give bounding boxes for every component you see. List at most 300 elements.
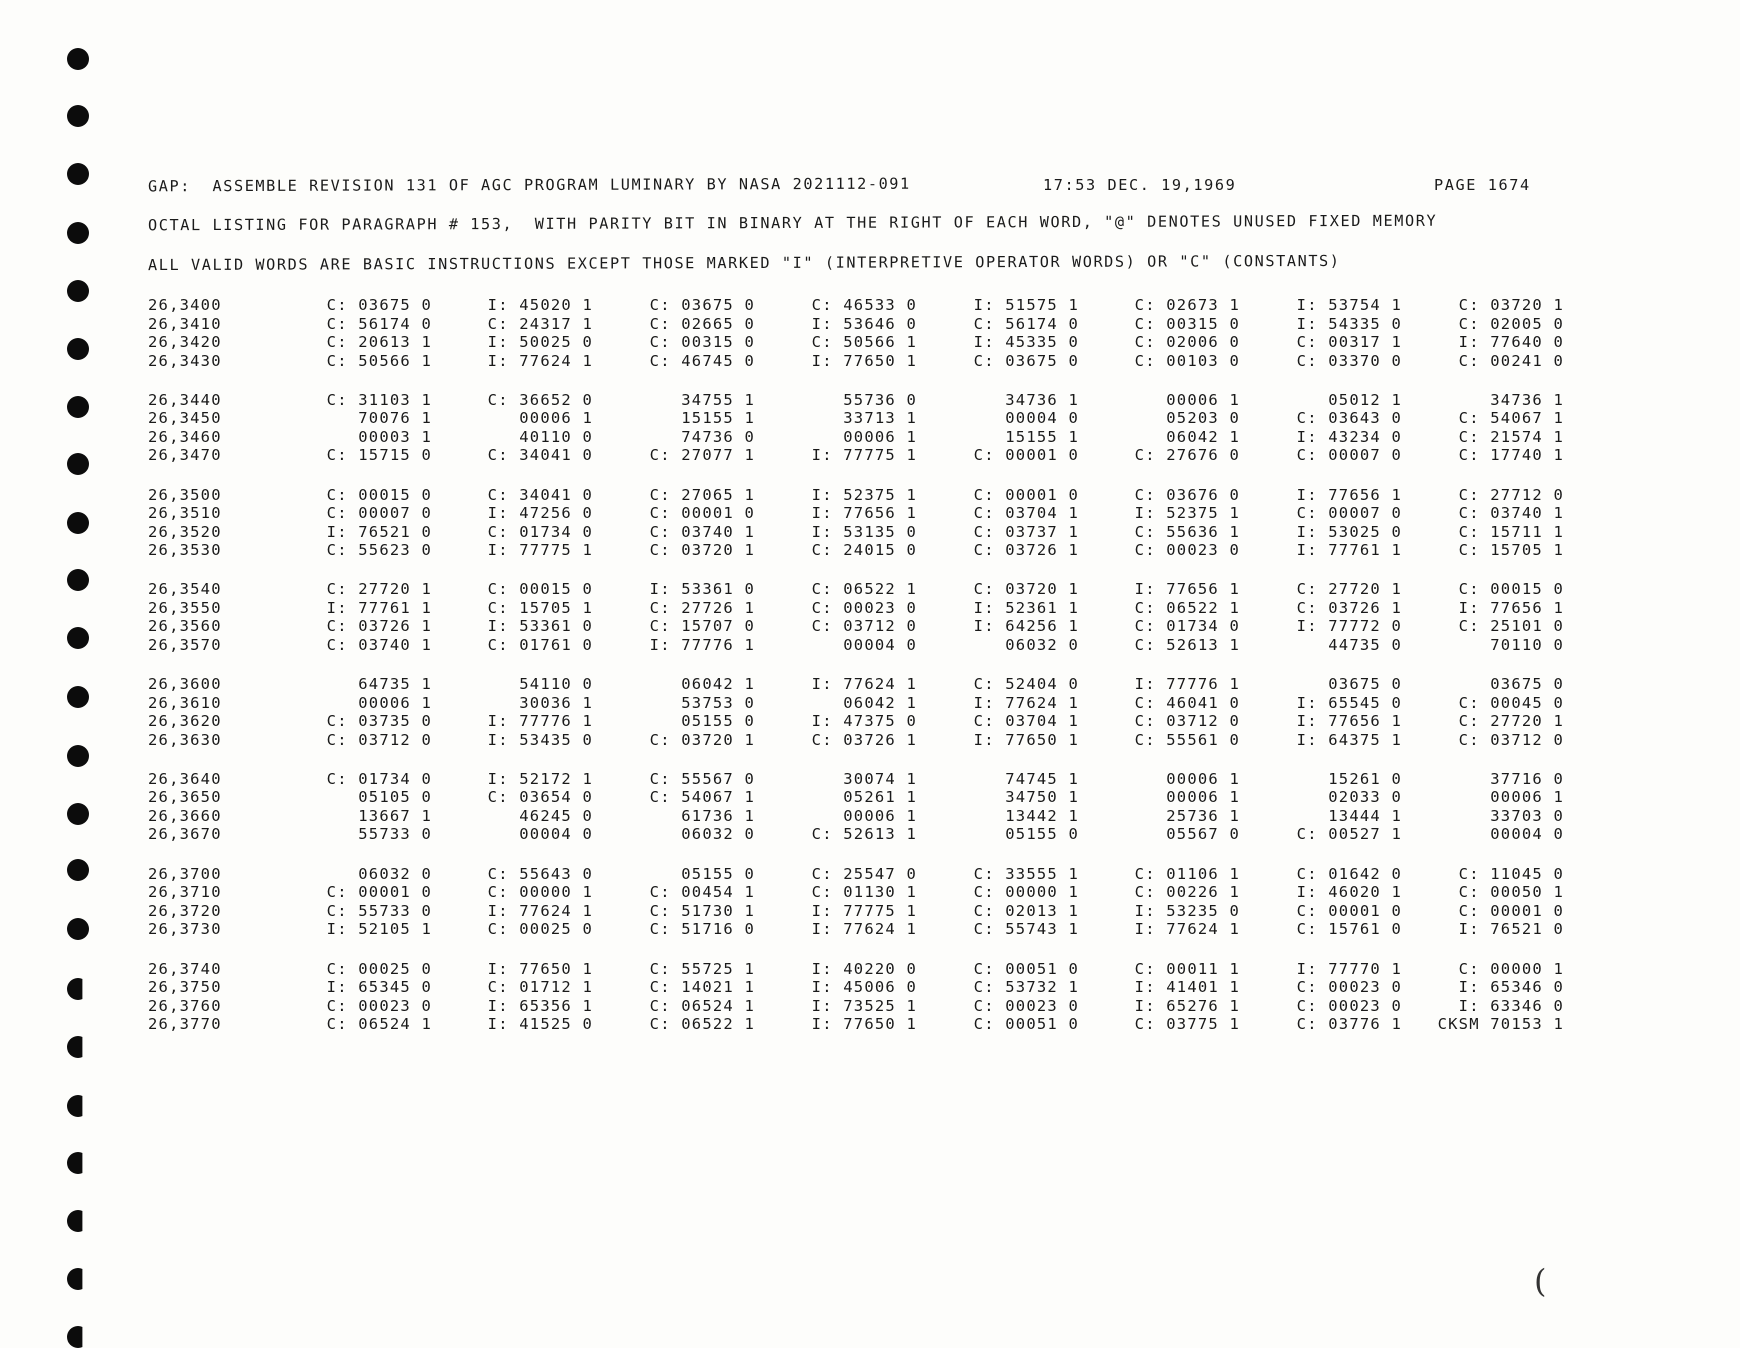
listing-block [146,865,1566,960]
octal-word: I: 77624 1 [1134,920,1240,939]
octal-word: I: 77656 1 [1296,712,1402,731]
punch-hole [67,859,89,881]
octal-word: 40110 0 [519,427,593,446]
octal-word: C: 15711 1 [1458,522,1564,541]
memory-address: 26,3650 [148,788,222,807]
octal-word: 06032 0 [358,864,432,883]
octal-word: I: 54335 0 [1296,314,1402,333]
octal-word: 06032 0 [681,825,755,844]
octal-word: C: 46533 0 [811,296,917,314]
octal-word: C: 00025 0 [326,959,432,978]
octal-word: C: 06524 1 [326,1015,432,1034]
memory-address: 26,3460 [148,427,222,446]
octal-word: 06042 1 [681,675,755,694]
octal-word: 05012 1 [1328,390,1402,409]
octal-word: I: 51575 1 [973,296,1079,314]
octal-word: C: 06522 1 [811,580,917,599]
octal-word: C: 55725 1 [649,959,755,978]
octal-word: C: 00454 1 [649,883,755,902]
octal-word: C: 03740 1 [326,635,432,654]
octal-word: 00006 1 [519,409,593,428]
octal-word: I: 77770 1 [1296,959,1402,978]
octal-word: C: 02005 0 [1458,314,1564,333]
octal-word: I: 77656 1 [1296,485,1402,504]
octal-word: 00006 1 [1166,769,1240,788]
listing-row [146,1015,1566,1034]
octal-word: 00003 1 [358,427,432,446]
octal-word: C: 00051 0 [973,1015,1079,1034]
octal-word: 00006 1 [1166,390,1240,409]
octal-word: I: 52172 1 [487,769,593,788]
octal-word: I: 63346 0 [1458,996,1564,1015]
octal-word: 34736 1 [1490,390,1564,409]
listing-block [146,960,1566,1055]
octal-word: CKSM 70153 1 [1437,1015,1564,1034]
octal-word: C: 00025 0 [487,920,593,939]
memory-address: 26,3500 [148,485,222,504]
octal-word: C: 03704 1 [973,712,1079,731]
octal-word: C: 00226 1 [1134,883,1240,902]
octal-word: C: 56174 0 [326,314,432,333]
octal-word: C: 03726 1 [811,730,917,749]
octal-word: I: 50025 0 [487,333,593,351]
octal-word: 13667 1 [358,806,432,825]
punch-hole [67,105,89,127]
memory-address: 26,3400 [148,296,222,314]
octal-word: I: 53135 0 [811,522,917,541]
octal-word: 30036 1 [519,693,593,712]
octal-word: C: 46745 0 [649,351,755,370]
memory-address: 26,3730 [148,920,222,939]
memory-address: 26,3510 [148,504,222,523]
octal-word: 46245 0 [519,806,593,825]
octal-word: 00006 1 [358,693,432,712]
octal-word: C: 03740 1 [649,522,755,541]
octal-word: C: 00011 1 [1134,959,1240,978]
octal-word: C: 52613 1 [1134,635,1240,654]
octal-word: C: 03654 0 [487,788,593,807]
header-page-number: PAGE 1674 [1434,176,1531,194]
octal-word: C: 00001 0 [326,883,432,902]
octal-word: C: 31103 1 [326,390,432,409]
octal-word: 00006 1 [843,427,917,446]
listing-block [146,391,1566,486]
octal-word: I: 65346 0 [1458,978,1564,997]
memory-address: 26,3700 [148,864,222,883]
octal-word: C: 54067 1 [1458,409,1564,428]
listing-block [146,675,1566,770]
listing-block [146,580,1566,675]
octal-word: C: 03735 0 [326,712,432,731]
octal-word: C: 00050 1 [1458,883,1564,902]
octal-listing [146,296,1566,1054]
listing-row [146,712,1566,731]
octal-word: I: 77624 1 [487,351,593,370]
octal-word: C: 01734 0 [1134,617,1240,636]
octal-word: C: 55733 0 [326,901,432,920]
octal-word: C: 03675 0 [973,351,1079,370]
octal-word: C: 01106 1 [1134,864,1240,883]
octal-word: C: 01734 0 [487,522,593,541]
octal-word: 34755 1 [681,390,755,409]
octal-word: I: 64375 1 [1296,730,1402,749]
octal-word: 55733 0 [358,825,432,844]
listing-row [146,997,1566,1016]
octal-word: C: 51730 1 [649,901,755,920]
octal-word: C: 24015 0 [811,541,917,560]
octal-word: C: 27720 1 [1458,712,1564,731]
listing-row [146,960,1566,979]
octal-word: I: 65276 1 [1134,996,1240,1015]
octal-word: C: 55743 1 [973,920,1079,939]
octal-word: I: 77772 0 [1296,617,1402,636]
octal-word: C: 25547 0 [811,864,917,883]
octal-word: I: 47256 0 [487,504,593,523]
header-assembly-line: GAP: ASSEMBLE REVISION 131 OF AGC PROGRAM LUMINARY BY NASA 2021112-091 [148,174,911,196]
octal-word: C: 00000 1 [1458,959,1564,978]
listing-row [146,978,1566,997]
octal-word: I: 46020 1 [1296,883,1402,902]
octal-word: C: 55636 1 [1134,522,1240,541]
octal-word: I: 73525 1 [811,996,917,1015]
octal-word: C: 00001 0 [973,446,1079,465]
octal-word: I: 77775 1 [487,541,593,560]
listing-row [146,409,1566,428]
memory-address: 26,3560 [148,617,222,636]
octal-word: C: 03726 1 [1296,598,1402,617]
octal-word: 34736 1 [1005,390,1079,409]
octal-word: C: 34041 0 [487,446,593,465]
octal-word: C: 03775 1 [1134,1015,1240,1034]
octal-word: 70110 0 [1490,635,1564,654]
memory-address: 26,3520 [148,522,222,541]
octal-word: C: 03675 0 [326,296,432,314]
header-listing-description: OCTAL LISTING FOR PARAGRAPH # 153, WITH PARITY BIT IN BINARY AT THE RIGHT OF EACH WORD, "@" DENOTES UNUSED FIXED MEMORY [148,211,1438,235]
listing-row [146,675,1566,694]
octal-word: C: 02013 1 [973,901,1079,920]
listing-row [146,807,1566,826]
octal-word: I: 53754 1 [1296,296,1402,314]
octal-word: 54110 0 [519,675,593,694]
listing-row [146,391,1566,410]
scan-mark: ( [1534,1262,1547,1300]
octal-word: C: 00001 0 [1458,901,1564,920]
punch-hole [67,1152,89,1174]
octal-word: I: 53646 0 [811,314,917,333]
octal-word: I: 77775 1 [811,901,917,920]
octal-word: 44735 0 [1328,635,1402,654]
octal-word: 05261 1 [843,788,917,807]
listing-row [146,694,1566,713]
octal-word: C: 20613 1 [326,333,432,351]
octal-word: 33703 0 [1490,806,1564,825]
octal-word: 00006 1 [1166,788,1240,807]
punch-hole [67,1326,89,1348]
octal-word: I: 77761 1 [1296,541,1402,560]
octal-word: I: 77650 1 [973,730,1079,749]
octal-word: C: 03737 1 [973,522,1079,541]
punch-hole [67,686,89,708]
octal-word: C: 15705 1 [487,598,593,617]
octal-word: I: 45335 0 [973,333,1079,351]
listing-row [146,486,1566,505]
octal-word: C: 01712 1 [487,978,593,997]
memory-address: 26,3610 [148,693,222,712]
octal-word: C: 56174 0 [973,314,1079,333]
octal-word: C: 00315 0 [1134,314,1240,333]
octal-word: C: 00023 0 [1296,996,1402,1015]
memory-address: 26,3760 [148,996,222,1015]
listing-row [146,580,1566,599]
octal-word: C: 03726 1 [973,541,1079,560]
octal-word: 05155 0 [1005,825,1079,844]
octal-word: C: 25101 0 [1458,617,1564,636]
memory-address: 26,3450 [148,409,222,428]
punch-hole-strip [0,0,110,1346]
octal-word: I: 43234 0 [1296,427,1402,446]
punch-hole [67,338,89,360]
octal-word: 30074 1 [843,769,917,788]
punch-hole [67,453,89,475]
listing-row [146,446,1566,465]
memory-address: 26,3570 [148,635,222,654]
octal-word: 61736 1 [681,806,755,825]
octal-word: C: 51716 0 [649,920,755,939]
octal-word: C: 06524 1 [649,996,755,1015]
memory-address: 26,3530 [148,541,222,560]
memory-address: 26,3550 [148,598,222,617]
octal-word: C: 14021 1 [649,978,755,997]
listing-block [146,296,1566,391]
punch-hole [67,512,89,534]
punch-hole [67,803,89,825]
octal-word: C: 00103 0 [1134,351,1240,370]
punch-hole [67,1210,89,1232]
octal-word: I: 77776 1 [1134,675,1240,694]
listing-row [146,825,1566,844]
octal-word: I: 77650 1 [811,1015,917,1034]
punch-hole [67,745,89,767]
octal-word: I: 41525 0 [487,1015,593,1034]
octal-word: C: 11045 0 [1458,864,1564,883]
octal-word: C: 03704 1 [973,504,1079,523]
octal-word: C: 53732 1 [973,978,1079,997]
octal-word: 02033 0 [1328,788,1402,807]
punch-hole [67,1268,89,1290]
octal-word: C: 50566 1 [326,351,432,370]
octal-word: 25736 1 [1166,806,1240,825]
punch-hole [67,1095,89,1117]
octal-word: I: 52375 1 [811,485,917,504]
punch-hole [67,569,89,591]
octal-word: 00006 1 [1490,788,1564,807]
octal-word: I: 47375 0 [811,712,917,731]
listing-row [146,296,1566,315]
listing-row [146,617,1566,636]
octal-word: I: 65345 0 [326,978,432,997]
octal-word: I: 77624 1 [487,901,593,920]
octal-word: C: 00000 1 [487,883,593,902]
memory-address: 26,3710 [148,883,222,902]
listing-row [146,333,1566,352]
octal-word: C: 55561 0 [1134,730,1240,749]
octal-word: C: 00001 0 [649,504,755,523]
octal-word: C: 00023 0 [811,598,917,617]
octal-word: C: 27065 1 [649,485,755,504]
memory-address: 26,3640 [148,769,222,788]
octal-word: C: 00001 0 [1296,901,1402,920]
octal-word: 06042 1 [843,693,917,712]
octal-word: 15261 0 [1328,769,1402,788]
octal-word: I: 52105 1 [326,920,432,939]
octal-word: I: 53025 0 [1296,522,1402,541]
listing-row [146,883,1566,902]
octal-word: 00004 0 [843,635,917,654]
octal-word: 13442 1 [1005,806,1079,825]
octal-word: I: 77624 1 [811,675,917,694]
octal-word: 06032 0 [1005,635,1079,654]
octal-word: C: 15761 0 [1296,920,1402,939]
memory-address: 26,3670 [148,825,222,844]
octal-word: C: 03740 1 [1458,504,1564,523]
octal-word: C: 00045 0 [1458,693,1564,712]
octal-word: C: 03370 0 [1296,351,1402,370]
octal-word: C: 00023 0 [326,996,432,1015]
listing-row [146,541,1566,560]
octal-word: C: 03726 1 [326,617,432,636]
listing-row [146,504,1566,523]
octal-word: 05203 0 [1166,409,1240,428]
octal-word: C: 34041 0 [487,485,593,504]
octal-word: I: 53235 0 [1134,901,1240,920]
octal-word: I: 77624 1 [973,693,1079,712]
memory-address: 26,3660 [148,806,222,825]
memory-address: 26,3600 [148,675,222,694]
octal-word: C: 01761 0 [487,635,593,654]
octal-word: 70076 1 [358,409,432,428]
octal-word: C: 01130 1 [811,883,917,902]
octal-word: I: 45020 1 [487,296,593,314]
octal-word: C: 02665 0 [649,314,755,333]
punch-hole [67,978,89,1000]
octal-word: C: 03676 0 [1134,485,1240,504]
punch-hole [67,1036,89,1058]
punch-hole [67,627,89,649]
octal-word: C: 03712 0 [811,617,917,636]
listing-row [146,770,1566,789]
octal-word: 34750 1 [1005,788,1079,807]
octal-word: C: 01734 0 [326,769,432,788]
octal-word: I: 41401 1 [1134,978,1240,997]
listing-row [146,599,1566,618]
memory-address: 26,3410 [148,314,222,333]
punch-hole [67,918,89,940]
memory-address: 26,3440 [148,390,222,409]
octal-word: 03675 0 [1490,675,1564,694]
punch-hole [67,396,89,418]
memory-address: 26,3420 [148,333,222,351]
octal-word: C: 06522 1 [649,1015,755,1034]
octal-word: I: 64256 1 [973,617,1079,636]
octal-word: C: 24317 1 [487,314,593,333]
octal-word: I: 77775 1 [811,446,917,465]
octal-word: I: 77776 1 [649,635,755,654]
octal-word: C: 03712 0 [326,730,432,749]
listing-row [146,428,1566,447]
octal-word: C: 52613 1 [811,825,917,844]
listing-row [146,731,1566,750]
octal-word: 55736 0 [843,390,917,409]
octal-word: C: 27720 1 [1296,580,1402,599]
octal-word: I: 52361 1 [973,598,1079,617]
memory-address: 26,3630 [148,730,222,749]
octal-word: C: 06522 1 [1134,598,1240,617]
octal-word: C: 03720 1 [973,580,1079,599]
header-word-legend: ALL VALID WORDS ARE BASIC INSTRUCTIONS EXCEPT THOSE MARKED "I" (INTERPRETIVE OPERATOR WORDS) OR "C" (CONSTANTS) [148,251,1341,275]
octal-word: I: 76521 0 [326,522,432,541]
memory-address: 26,3430 [148,351,222,370]
octal-word: I: 77650 1 [811,351,917,370]
octal-word: C: 15715 0 [326,446,432,465]
octal-word: C: 55623 0 [326,541,432,560]
octal-word: C: 01642 0 [1296,864,1402,883]
octal-word: I: 53361 0 [487,617,593,636]
memory-address: 26,3770 [148,1015,222,1034]
octal-word: I: 65356 1 [487,996,593,1015]
octal-word: 74736 0 [681,427,755,446]
octal-word: C: 02006 0 [1134,333,1240,351]
octal-word: C: 15707 0 [649,617,755,636]
listing-row [146,865,1566,884]
octal-word: C: 33555 1 [973,864,1079,883]
octal-word: I: 77640 0 [1458,333,1564,351]
octal-word: C: 03776 1 [1296,1015,1402,1034]
octal-word: C: 03675 0 [649,296,755,314]
memory-address: 26,3750 [148,978,222,997]
octal-word: C: 27726 1 [649,598,755,617]
octal-word: I: 77624 1 [811,920,917,939]
listing-block [146,486,1566,581]
listing-row [146,902,1566,921]
octal-word: 15155 1 [681,409,755,428]
octal-word: C: 00015 0 [487,580,593,599]
memory-address: 26,3470 [148,446,222,465]
memory-address: 26,3620 [148,712,222,731]
memory-address: 26,3540 [148,580,222,599]
octal-word: C: 00001 0 [973,485,1079,504]
octal-word: C: 27676 0 [1134,446,1240,465]
listing-row [146,636,1566,655]
octal-word: 53753 0 [681,693,755,712]
octal-word: 64735 1 [358,675,432,694]
octal-word: C: 03720 1 [649,541,755,560]
listing-row [146,788,1566,807]
octal-word: C: 00015 0 [1458,580,1564,599]
octal-word: 05155 0 [681,712,755,731]
octal-word: C: 00007 0 [1296,446,1402,465]
octal-word: 37716 0 [1490,769,1564,788]
listing-row [146,523,1566,542]
octal-word: 00004 0 [1490,825,1564,844]
listing-block [146,770,1566,865]
memory-address: 26,3740 [148,959,222,978]
octal-word: C: 00241 0 [1458,351,1564,370]
octal-word: I: 40220 0 [811,959,917,978]
octal-word: C: 46041 0 [1134,693,1240,712]
octal-word: C: 52404 0 [973,675,1079,694]
octal-word: 74745 1 [1005,769,1079,788]
octal-word: C: 03712 0 [1458,730,1564,749]
